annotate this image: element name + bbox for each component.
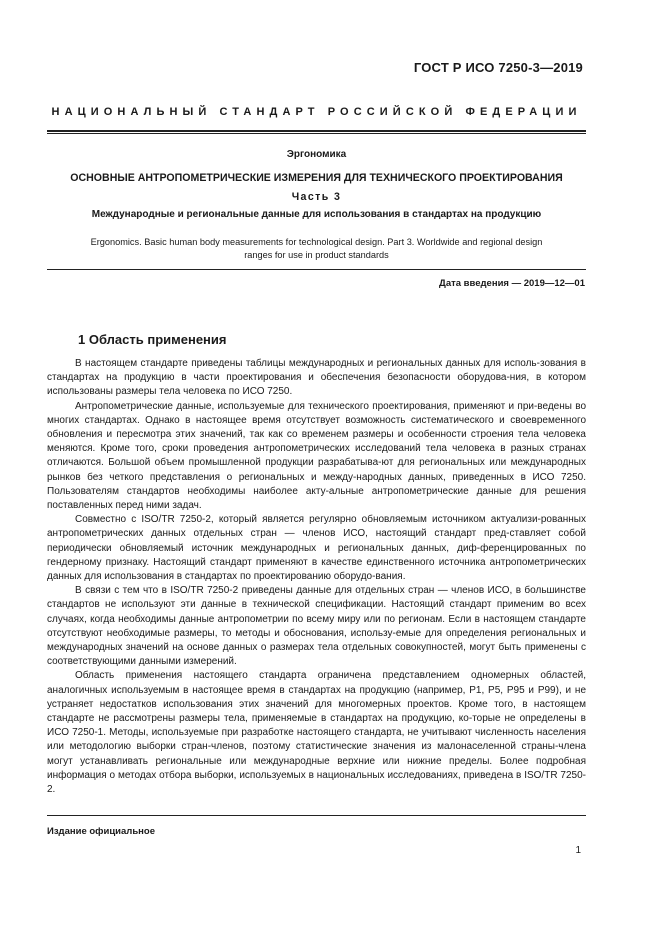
title-divider	[47, 269, 586, 270]
header-rule-top	[47, 130, 586, 132]
paragraph-3: Совместно с ISO/TR 7250-2, который является регулярно обновляемым источником актуализи-рованных антропометрических данных отдельных стран — членов ИСО, настоящий стандарт пред-ставляет собой периодически обновляемый источник международных и региональных данных, диф-ференцированных по гендерному признаку. Настоящий стандарт применяют в качестве единственного источника антропометрических данных для использования в стандартах по проектированию оборудо-вания.	[47, 514, 586, 583]
standard-title: ОСНОВНЫЕ АНТРОПОМЕТРИЧЕСКИЕ ИЗМЕРЕНИЯ ДЛЯ ТЕХНИЧЕСКОГО ПРОЕКТИРОВАНИЯ	[70, 172, 563, 184]
standard-subtitle: Международные и региональные данные для использования в стандартах на продукцию	[91, 209, 542, 220]
page-number: 1	[575, 845, 581, 856]
paragraph-2: Антропометрические данные, используемые для технического проектирования, применяют и при-ведены во многих стандартах. Однако в настоящее время отсутствует возможность систематического и своевременного обновления и пересмотра этих значений, так как со временем размеры и особенности строения тела человека меняются. Кроме того, сроки проведения антропометрических исследований тела человека в разных странах отличаются. Большой объем промышленной продукции разрабатыва-ют для региональных или международных рынков без четкого представления о региональных и между-народных данных, приведенных в ИСО 7250. Пользователям стандартов необходимы наиболее акту-альные антропометрические данные для решения поставленных перед ними задач.	[47, 400, 586, 512]
national-standard-banner: НАЦИОНАЛЬНЫЙ СТАНДАРТ РОССИЙСКОЙ ФЕДЕРАЦИИ	[51, 106, 582, 118]
official-edition-label: Издание официальное	[47, 826, 155, 837]
paragraph-5: Область применения настоящего стандарта ограничена представлением одномерных областей, аналогичных используемым в настоящее время в стандартах на продукцию (например, P1, P5, P95 и P99), и не устраняет недостатков использования этих значений для многомерных проектов. Кроме того, в настоящем стандарте не рассмотрены размеры тела, применяемые в стандартах на продукцию, ко-торые не определены в ИСО 7250-1. Методы, используемые при разработке настоящего стандарта, не учитывают численность населения или методологию выборки стран-членов, поэтому статистические значения из малонаселенной страны-члена могут устанавливать региональные или международные верхние или нижние пределы. Более подробная информация о методах отбора выборки, используемых в национальных исследованиях, приведена в ISO/TR 7250-2.	[47, 670, 586, 796]
paragraph-1: В настоящем стандарте приведены таблицы международных и региональных данных для исполь-зования в стандартах на продукцию в части проектирования и обеспечения безопасности оборудова-ния, в котором использованы размеры тела человека по ИСО 7250.	[47, 358, 586, 398]
standard-number: ГОСТ Р ИСО 7250-3—2019	[413, 60, 583, 75]
section-heading: 1 Область применения	[78, 332, 227, 347]
introduction-date: Дата введения — 2019—12—01	[439, 278, 585, 289]
english-title: Ergonomics. Basic human body measurements for technological design. Part 3. Worldwide and regional design ranges for use in product standards	[90, 237, 543, 260]
paragraph-4: В связи с тем что в ISO/TR 7250-2 приведены данные для отдельных стран — членов ИСО, в большинстве стандартов не используют эти данные в технической спецификации. Настоящий стандарт применим во всех случаях, когда необходимы данные антропометрии по всему миру или по регионам. Если в настоящем стандарте отсутствуют необходимые размеры, то методы и обоснования, использу-емые для определения региональных и международных значений на основе данных о размерах тела отдельных совокупностей, могут быть применены с соответствующими данными измерений.	[47, 585, 586, 668]
section-body	[47, 357, 586, 797]
part-label: Часть 3	[291, 191, 342, 203]
header-rule-bottom	[47, 133, 586, 134]
field-name: Эргономика	[286, 149, 347, 160]
footer-rule	[47, 815, 586, 816]
